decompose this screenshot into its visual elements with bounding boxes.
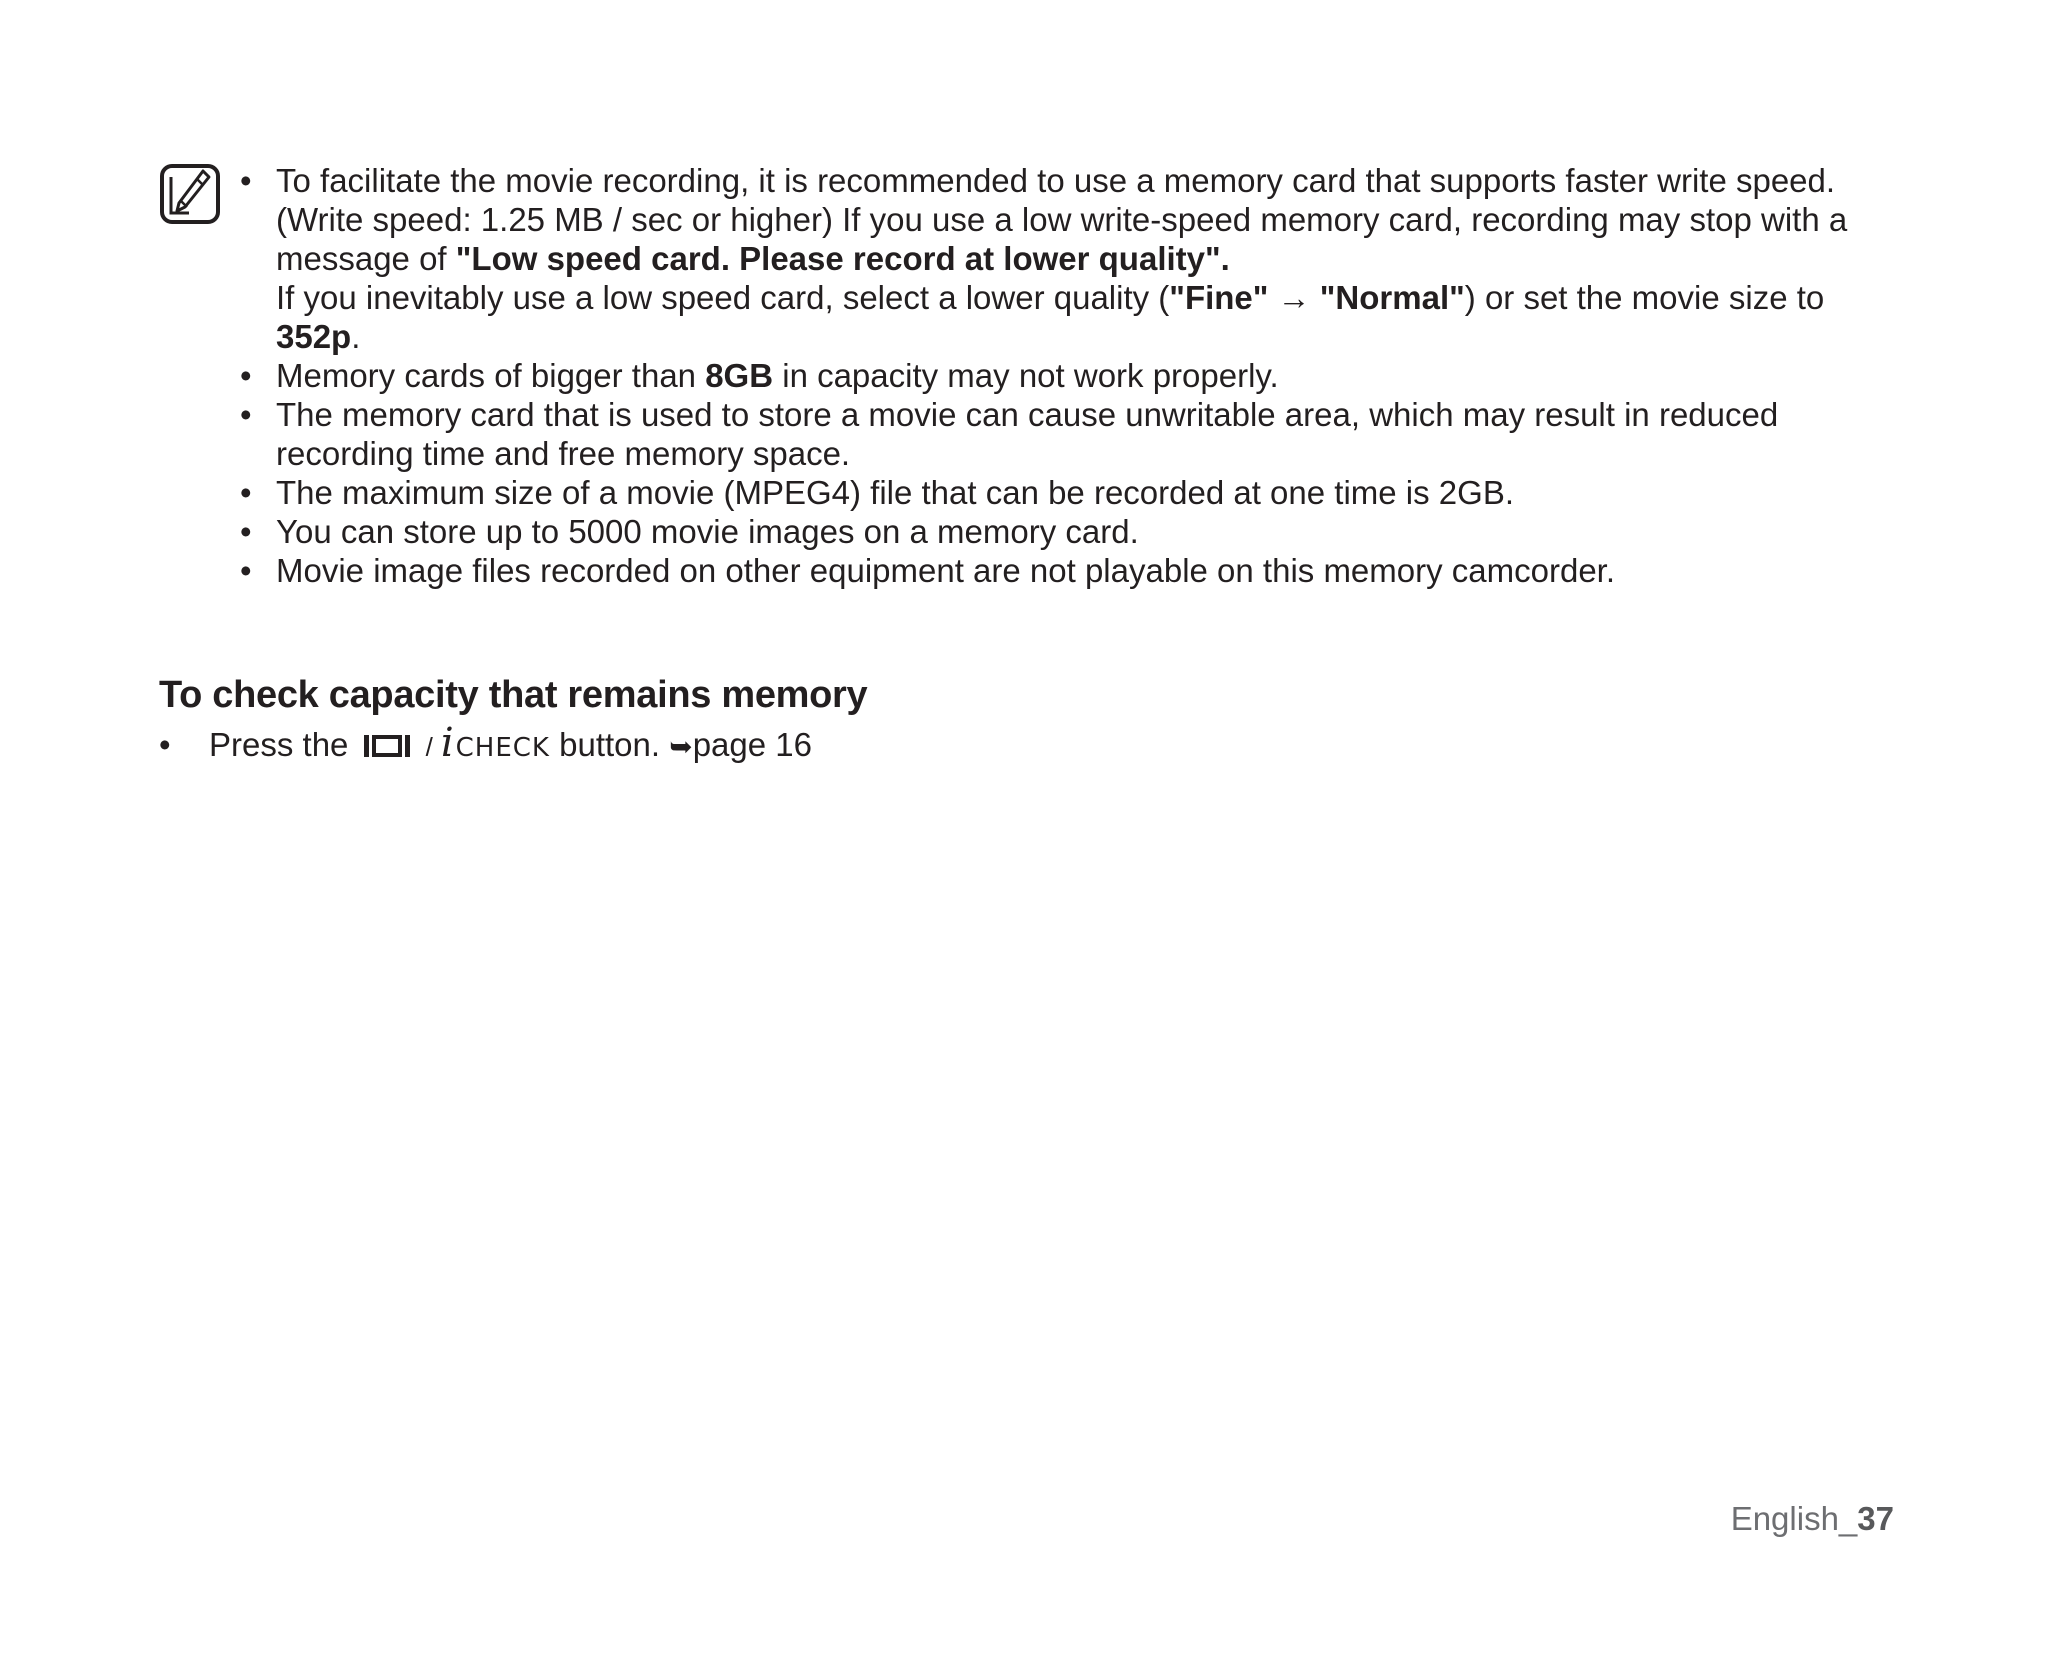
note-text: The maximum size of a movie (MPEG4) file that can be recorded at one time is 2GB. (276, 474, 1514, 511)
bullet-dot: • (240, 552, 252, 589)
page-footer (1731, 1500, 1894, 1538)
note-text: ) or set the movie size to (1464, 279, 1825, 316)
note-text: Memory cards of bigger than (276, 357, 706, 394)
slash-separator: / (425, 732, 433, 762)
display-button-icon (362, 732, 414, 760)
note-item (240, 512, 1900, 551)
footer-language: English_ (1730, 1500, 1858, 1537)
bullet-dot: • (240, 513, 252, 550)
check-label: CHECK (455, 733, 550, 763)
note-text: To facilitate the movie recording, it is recommended to use a memory card that supports faster write speed. (Write speed: 1.25 MB / sec or higher) If you use a low write-speed memory card, recording may stop with a message of (276, 162, 1848, 277)
page-ref-arrow-icon: ➥ (669, 731, 693, 762)
note-text: → (1268, 279, 1320, 316)
instruction-line (159, 722, 1359, 769)
info-i-icon: i (440, 720, 454, 766)
note-item (240, 473, 1900, 512)
bullet-dot: • (240, 474, 252, 511)
button-word: button. (559, 726, 661, 763)
emphasis-text: "Normal" (1319, 279, 1465, 316)
note-item (240, 395, 1900, 473)
bullet-dot: • (240, 162, 252, 199)
emphasis-text: 8GB (705, 357, 774, 394)
note-icon (159, 163, 221, 225)
page-number: 37 (1857, 1500, 1894, 1537)
bullet-dot: • (159, 726, 171, 763)
section-title: To check capacity that remains memory (159, 674, 868, 716)
emphasis-text: 352p (276, 318, 352, 355)
note-item (240, 356, 1900, 395)
press-prefix: Press the (209, 726, 349, 763)
note-text: Movie image files recorded on other equipment are not playable on this memory camcorder. (276, 552, 1616, 589)
note-text: You can store up to 5000 movie images on a memory card. (276, 513, 1139, 550)
note-text: The memory card that is used to store a movie can cause unwritable area, which may result in reduced recording time and free memory space. (276, 396, 1779, 472)
notes-list (240, 161, 1900, 590)
emphasis-text: "Fine" (1169, 279, 1269, 316)
bullet-dot: • (240, 357, 252, 394)
note-text: . (351, 318, 361, 355)
note-text: If you inevitably use a low speed card, select a lower quality ( (276, 279, 1170, 316)
note-item (240, 161, 1900, 356)
note-text: in capacity may not work properly. (773, 357, 1279, 394)
bullet-dot: • (240, 396, 252, 433)
emphasis-text: "Low speed card. Please record at lower quality". (455, 240, 1230, 277)
page-reference[interactable]: page 16 (692, 726, 812, 763)
note-item (240, 551, 1900, 590)
